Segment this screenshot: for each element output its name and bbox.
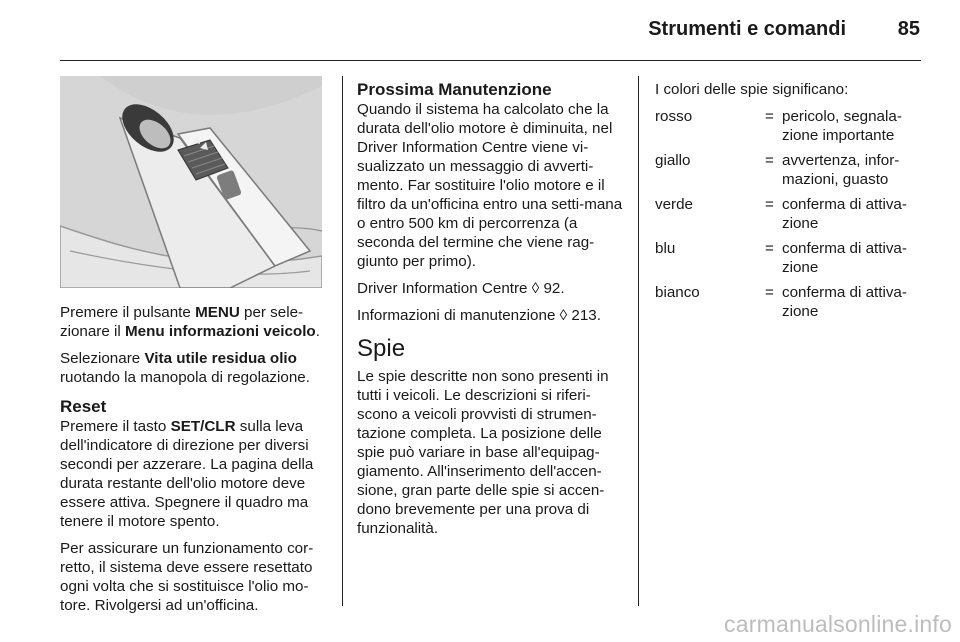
text-span: Premere il pulsante xyxy=(60,304,196,321)
legend-row-yellow xyxy=(655,151,923,189)
paragraph-spie: Le spie descritte non sono presenti in tutti i veicoli. Le descrizioni si riferi-scono a veicoli provvisti di strumen-tazione completa. La posizione delle spie può variare in base all'equipag-giamento. All'inserimento dell'accen-sione, gran parte delle spie si accen-dono brevemente per una prova di funzionalità. xyxy=(357,368,609,537)
column-right xyxy=(655,80,923,327)
color-legend xyxy=(655,107,923,321)
paragraph-menu xyxy=(60,303,328,341)
column-left xyxy=(60,303,328,623)
legend-intro: I colori delle spie significano: xyxy=(655,81,849,98)
legend-color: verde xyxy=(655,196,693,213)
header-rule xyxy=(60,60,921,61)
page-ref-link[interactable]: 92. xyxy=(543,280,565,297)
page-ref-icon: ◊ xyxy=(559,307,568,324)
text-span: . xyxy=(315,323,320,340)
text-span: ruotando la manopola di regolazione. xyxy=(60,369,310,386)
page-header-title: Strumenti e comandi xyxy=(648,18,846,40)
vehicle-info-menu-label: Menu informazioni veicolo xyxy=(125,323,316,340)
text-span: Premere il tasto xyxy=(60,418,171,435)
legend-meaning: avvertenza, infor-mazioni, guasto xyxy=(782,152,900,188)
column-divider xyxy=(342,76,343,606)
legend-equals: = xyxy=(765,196,774,213)
reference-dic xyxy=(357,279,625,298)
paragraph-maintenance: Quando il sistema ha calcolato che la durata dell'olio motore è diminuita, nel Driver Information Centre viene vi-sualizzato un messaggio di avverti-mento. Far sostituire l'olio motore e il filtro da un'officina entro una setti-mana o entro 500 km di percorrenza (a seconda del termine che viene rag-giunto per primo). xyxy=(357,101,623,270)
legend-row-green xyxy=(655,195,923,233)
spie-heading: Spie xyxy=(357,335,406,362)
text-span: Driver Information Centre xyxy=(357,280,528,297)
oil-life-label: Vita utile residua olio xyxy=(144,350,297,367)
paragraph-reset-note: Per assicurare un funzionamento cor-retto, il sistema deve essere resettato ogni volta che si sostituisce l'olio mo-tore. Rivolgersi ad un'officina. xyxy=(60,540,314,614)
paragraph-select xyxy=(60,349,328,387)
legend-row-white xyxy=(655,283,923,321)
legend-equals: = xyxy=(765,108,774,125)
legend-color: blu xyxy=(655,240,676,257)
paragraph-reset xyxy=(60,417,328,531)
menu-button-label: MENU xyxy=(195,304,240,321)
legend-equals: = xyxy=(765,152,774,169)
watermark: carmanualsonline.info xyxy=(724,611,952,637)
text-span: sulla leva dell'indicatore di direzione per diversi secondi per azzerare. La pagina della durata restante dell'olio motore deve essere attiva. Spegnere il quadro ma tenere il motore spento. xyxy=(60,418,314,530)
legend-row-blue xyxy=(655,239,923,277)
turn-signal-lever-illustration xyxy=(60,76,322,288)
column-divider xyxy=(638,76,639,606)
legend-color: giallo xyxy=(655,152,691,169)
legend-meaning: pericolo, segnala-zione importante xyxy=(782,108,902,144)
page-ref-link[interactable]: 213. xyxy=(571,307,601,324)
legend-color: bianco xyxy=(655,284,700,301)
maintenance-heading: Prossima Manutenzione xyxy=(357,80,552,99)
reset-heading: Reset xyxy=(60,397,107,416)
set-clr-label: SET/CLR xyxy=(170,418,236,435)
legend-color: rosso xyxy=(655,108,693,125)
reference-maintenance xyxy=(357,306,625,325)
text-span: Selezionare xyxy=(60,350,145,367)
text-span: per sele-zionare il xyxy=(60,304,304,340)
legend-meaning: conferma di attiva-zione xyxy=(782,240,907,276)
page-number: 85 xyxy=(897,18,920,40)
page-ref-icon: ◊ xyxy=(531,280,540,297)
legend-meaning: conferma di attiva-zione xyxy=(782,196,907,232)
legend-meaning: conferma di attiva-zione xyxy=(782,284,907,320)
column-middle xyxy=(357,80,625,546)
legend-row-red xyxy=(655,107,923,145)
legend-equals: = xyxy=(765,240,774,257)
text-span: Informazioni di manutenzione xyxy=(357,307,556,324)
legend-equals: = xyxy=(765,284,774,301)
